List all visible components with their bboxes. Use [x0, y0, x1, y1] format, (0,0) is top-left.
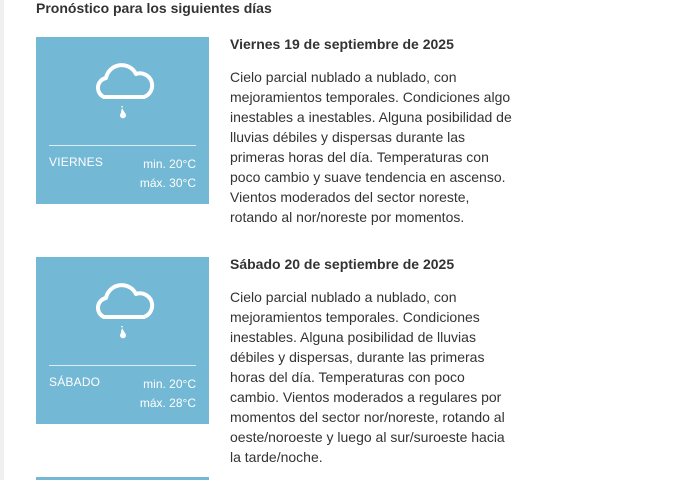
day-label: SÁBADO	[49, 375, 101, 389]
temperature-range	[140, 375, 196, 413]
cloud-rain-icon	[88, 61, 158, 121]
max-temp: máx. 30°C	[139, 176, 196, 190]
day-description: Cielo parcial nublado a nublado, con mejoramientos temporales. Condiciones algo inestables a inestables. Alguna posibilidad de lluvias débiles y dispersas durante las primeras horas del día. Temperaturas con poco cambio y suave tendencia en ascenso. Vientos moderados del sector noreste, rotando al nor/noreste por momentos.	[230, 69, 512, 225]
cloud-rain-icon	[88, 281, 158, 341]
forecast-day-card	[36, 36, 512, 247]
tile-divider	[49, 145, 196, 146]
min-temp: min. 20°C	[143, 377, 196, 391]
day-title: Sábado 20 de septiembre de 2025	[230, 256, 455, 272]
weather-tile	[36, 37, 209, 204]
section-title: Pronóstico para los siguientes días	[36, 0, 272, 16]
max-temp: máx. 28°C	[139, 396, 196, 410]
left-rule	[0, 0, 4, 480]
day-label: VIERNES	[49, 155, 104, 169]
tile-divider	[49, 365, 196, 366]
weather-tile	[36, 257, 209, 424]
min-temp: min. 20°C	[143, 157, 196, 171]
temperature-range	[140, 155, 196, 193]
day-description: Cielo parcial nublado a nublado, con mejoramientos temporales. Condiciones inestables. Alguna posibilidad de lluvias débiles y dispersas, durante las primeras horas del día. Temperaturas con poco cambio. Vientos moderados a regulares por momentos del sector nor/noreste, rotando al oeste/noroeste y luego al sur/suroeste hacia la tarde/noche.	[230, 289, 505, 465]
forecast-day-card	[36, 257, 506, 467]
day-title: Viernes 19 de septiembre de 2025	[230, 36, 454, 52]
